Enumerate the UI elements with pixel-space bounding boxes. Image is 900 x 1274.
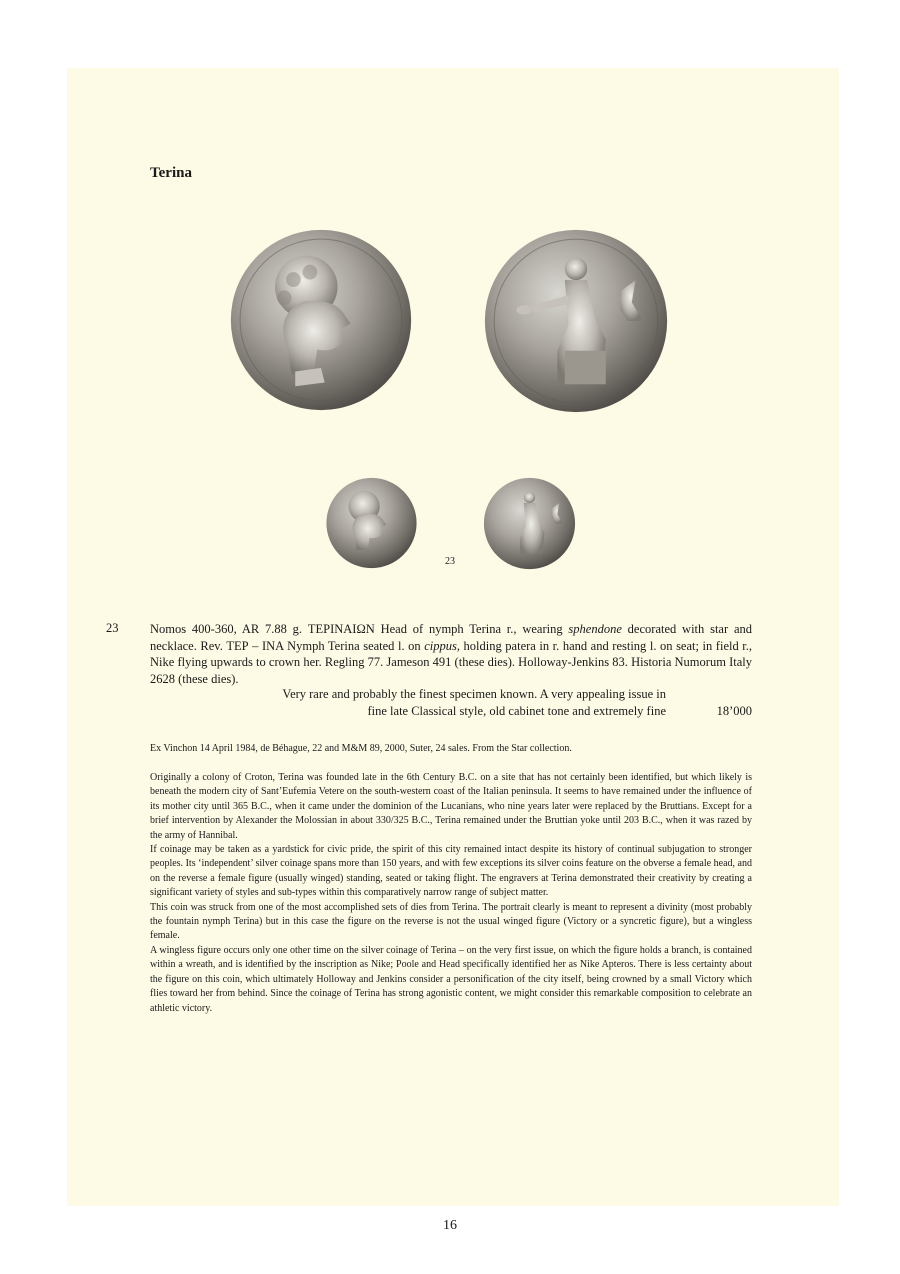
plate-number: 23: [445, 556, 455, 567]
commentary-paragraph: This coin was struck from one of the most accomplished sets of dies from Terina. The portrait clearly is meant to represent a divinity (most probably the fountain nymph Terina) but in this case the figure on the reverse is not the usual winged figure (Victory or a syncretic figure), but a wingless female.: [150, 901, 752, 942]
coin-reverse-enlarged: [482, 228, 670, 414]
lot-number: 23: [106, 621, 119, 635]
commentary: [150, 771, 752, 1016]
nymph-head-image: [228, 228, 414, 412]
seated-nymph-image: [482, 228, 670, 414]
coin-obverse-enlarged: [228, 228, 414, 412]
lot-description: [150, 621, 752, 687]
condition-summary-line: fine late Classical style, old cabinet tone and extremely fine: [367, 704, 666, 718]
page-number: 16: [443, 1218, 457, 1233]
seated-nymph-small-image: [483, 477, 576, 570]
description-text: decorated with star and necklace. Rev. ΤΕΡ – ΙΝΑ Nymph Terina seated l. on: [150, 622, 752, 653]
estimate-price: 18’000: [716, 704, 752, 718]
description-text: , holding patera in r. hand and resting l. on seat; in field r., Nike flying upwards to crown her. Regling 77. Jameson 491 (these dies). Holloway-Jenkins 83. Historia Numorum Italy 2628 (these dies).: [150, 638, 752, 686]
nymph-head-small-image: [325, 477, 418, 569]
section-heading: Terina: [150, 165, 192, 181]
condition-summary-line: Very rare and probably the finest specimen known. A very appealing issue in: [282, 687, 666, 701]
description-term: cippus: [424, 638, 457, 653]
coin-reverse-actual-size: [483, 477, 576, 570]
description-term: sphendone: [568, 622, 622, 636]
commentary-paragraph: Originally a colony of Croton, Terina was founded late in the 6th Century B.C. on a site that has not certainly been identified, but which likely is beneath the modern city of Sant’Eufemia Vetere on the south-western coast of the Italian peninsula. It seems to have remained under the influence of its mother city until 365 B.C., when it came under the dominion of the Lucanians, who nine years later were replaced by the Bruttians. Except for a brief intervention by Alexander the Molossian in about 330/325 B.C., Terina remained under the Bruttian yoke until 203 B.C., when it was razed by the army of Hannibal.: [150, 772, 752, 841]
provenance-note: Ex Vinchon 14 April 1984, de Béhague, 22 and M&M 89, 2000, Suter, 24 sales. From the Star collection.: [150, 743, 572, 754]
description-text: Nomos 400-360, AR 7.88 g. ΤΕΡΙΝΑΙΩΝ Head of nymph Terina r., wearing: [150, 622, 569, 636]
commentary-paragraph: A wingless figure occurs only one other time on the silver coinage of Terina – on the very first issue, on which the figure holds a branch, is contained within a wreath, and is identified by the inscription as Nike; Poole and Head specifically identified her as Nike Apteros. There is less certainty about the figure on this coin, which ultimately Holloway and Jenkins consider a personification of the city itself, being crowned by a small Victory which flies toward her from behind. Since the coinage of Terina has strong agonistic content, we might consider this remarkable composition to celebrate an athletic victory.: [150, 944, 752, 1014]
coin-obverse-actual-size: [325, 477, 418, 569]
commentary-paragraph: If coinage may be taken as a yardstick for civic pride, the spirit of this city remained intact despite its history of continual subjugation to stronger peoples. Its ‘independent’ silver coinage spans more than 150 years, and with few exceptions its silver coins feature on the obverse a female head, and on the reverse a female figure (usually winged) standing, seated or taking flight. The engravers at Terina demonstrated their creativity by creating a significant variety of styles and sub-types within this comparatively narrow range of subject matter.: [150, 844, 752, 899]
